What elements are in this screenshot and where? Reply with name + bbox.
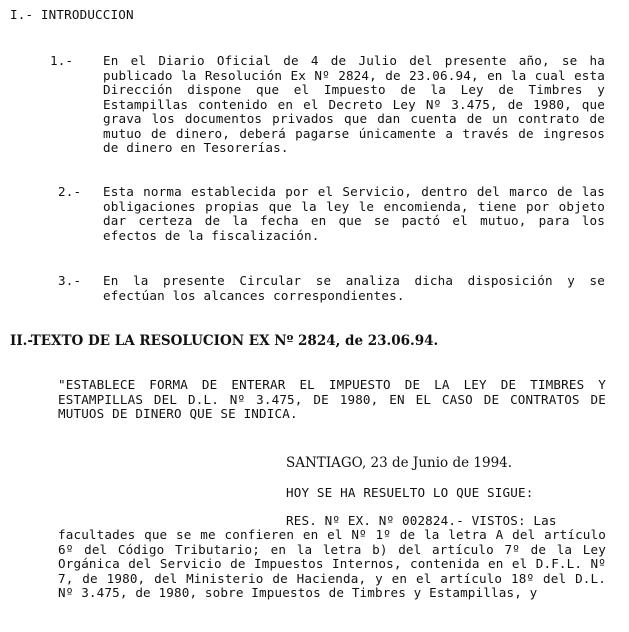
item-paragraph-2: Esta norma establecida por el Servicio, dentro del marco de las obligaciones propias que la ley le encomienda, tiene por objeto dar certeza de la fecha en que se pactó el mutuo, para los efectos de la fiscalización. bbox=[103, 184, 605, 243]
section-title-texto-resolucion: II.-TEXTO DE LA RESOLUCION EX Nº 2824, de 23.06.94. bbox=[10, 333, 439, 349]
item-number-2: 2.- bbox=[58, 184, 82, 199]
resolution-quote-heading: "ESTABLECE FORMA DE ENTERAR EL IMPUESTO DE LA LEY DE TIMBRES Y ESTAMPILLAS DEL D.L. Nº 3.475, DE 1980, EN EL CASO DE CONTRATOS DE MUTUOS DE DINERO QUE SE INDICA. bbox=[58, 377, 606, 421]
section-title-introduccion: I.- INTRODUCCION bbox=[10, 7, 134, 22]
resolution-number-heading: RES. Nº EX. Nº 002824.- VISTOS: Las bbox=[286, 513, 557, 528]
item-number-1: 1.- bbox=[50, 53, 74, 68]
item-paragraph-3: En la presente Circular se analiza dicha disposición y se efectúan los alcances correspondientes. bbox=[103, 273, 605, 303]
resolution-body-text: facultades que se me confieren en el Nº 1º de la letra A del artículo 6º del Código Tributario; en la letra b) del artículo 7º de la Ley Orgánica del Servicio de Impuestos Internos, contenida en el D.F.L. Nº 7, de 1980, del Ministerio de Hacienda, y en el artículo 18º del D.L. Nº 3.475, de 1980, sobre Impuestos de Timbres y Estampillas, y bbox=[58, 527, 606, 600]
item-paragraph-1: En el Diario Oficial de 4 de Julio del presente año, se ha publicado la Resolución Ex Nº 2824, de 23.06.94, en la cual esta Dirección dispone que el Impuesto de la Ley de Timbres y Estampillas contenido en el Decreto Ley Nº 3.475, de 1980, que grava los documentos privados que dan cuenta de un contrato de mutuo de dinero, deberá pagarse únicamente a través de ingresos de dinero en Tesorerías. bbox=[103, 53, 605, 155]
item-number-3: 3.- bbox=[58, 273, 82, 288]
resolved-line: HOY SE HA RESUELTO LO QUE SIGUE: bbox=[286, 485, 534, 500]
place-date: SANTIAGO, 23 de Junio de 1994. bbox=[286, 455, 513, 471]
